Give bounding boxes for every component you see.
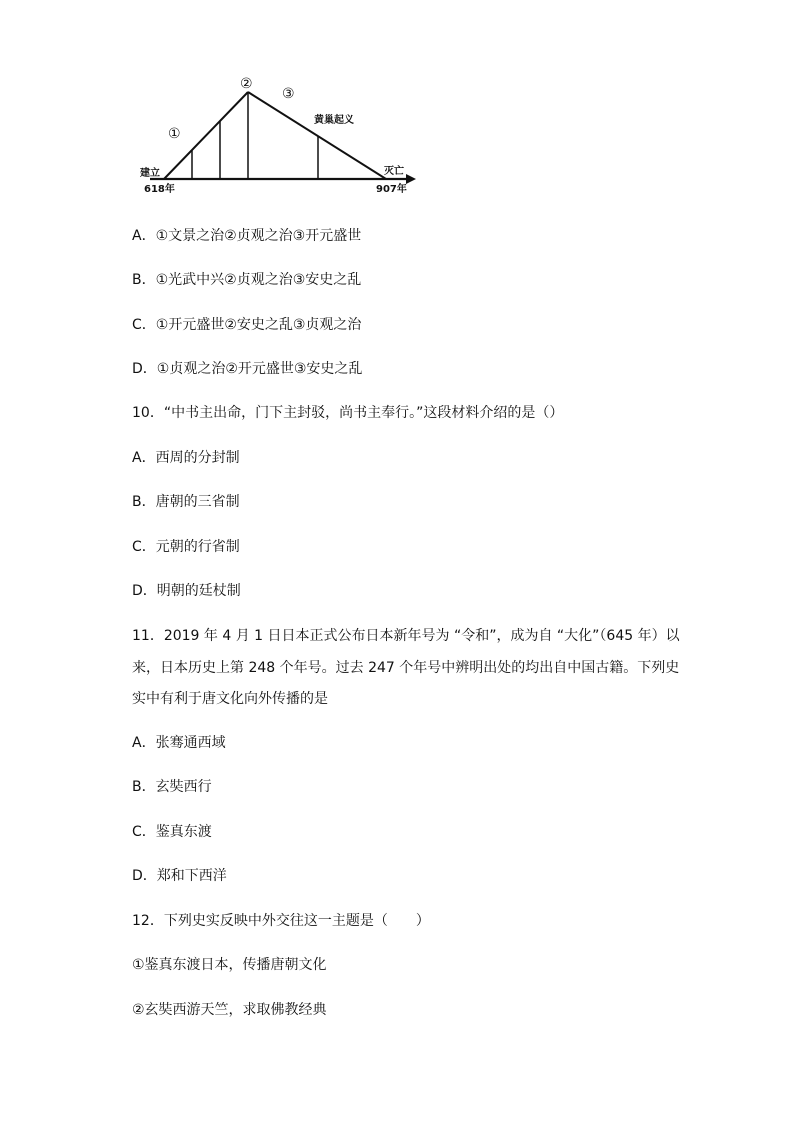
q9-option-d: D．①贞观之治②开元盛世③安史之乱 bbox=[132, 361, 363, 377]
timeline-arrow-icon bbox=[406, 174, 416, 184]
q10-option-a: A．西周的分封制 bbox=[132, 450, 240, 466]
label-rebellion: 黄巢起义 bbox=[314, 115, 354, 126]
label-founded-year: 618年 bbox=[144, 184, 175, 195]
tang-dynasty-diagram bbox=[136, 68, 426, 198]
q12-item-2: ②玄奘西游天竺，求取佛教经典 bbox=[132, 1002, 327, 1018]
q10-option-c: C．元朝的行省制 bbox=[132, 539, 240, 555]
q12-item-1: ①鉴真东渡日本，传播唐朝文化 bbox=[132, 957, 327, 973]
q11-option-c: C．鉴真东渡 bbox=[132, 824, 212, 840]
q9-option-b: B．①光武中兴②贞观之治③安史之乱 bbox=[132, 272, 362, 288]
marker-2: ② bbox=[240, 76, 253, 92]
q11-stem-line-1: 11．2019 年 4 月 1 日日本正式公布日本新年号为 “令和”，成为自 “大化”（645 年）以 bbox=[132, 628, 680, 644]
q11-option-d: D．郑和下西洋 bbox=[132, 868, 227, 884]
q10-stem: 10．“中书主出命，门下主封驳，尚书主奉行。”这段材料介绍的是（） bbox=[132, 405, 564, 421]
q11-option-b: B．玄奘西行 bbox=[132, 779, 212, 795]
label-fall: 灭亡 bbox=[384, 166, 404, 177]
q11-option-a: A．张骞通西域 bbox=[132, 735, 226, 751]
diagram-svg bbox=[136, 68, 426, 198]
label-founded: 建立 bbox=[140, 168, 160, 179]
label-fall-year: 907年 bbox=[376, 184, 407, 195]
marker-1: ① bbox=[168, 126, 181, 142]
q10-option-d: D．明朝的廷杖制 bbox=[132, 583, 241, 599]
q12-stem: 12．下列史实反映中外交往这一主题是（ ） bbox=[132, 913, 430, 929]
decline-line bbox=[248, 92, 386, 179]
q11-stem-line-2: 来，日本历史上第 248 个年号。过去 247 个年号中辨明出处的均出自中国古籍。下列史 bbox=[132, 660, 680, 676]
q9-option-a: A．①文景之治②贞观之治③开元盛世 bbox=[132, 228, 362, 244]
q9-option-c: C．①开元盛世②安史之乱③贞观之治 bbox=[132, 317, 362, 333]
q11-stem-line-3: 实中有利于唐文化向外传播的是 bbox=[132, 691, 328, 707]
q10-option-b: B．唐朝的三省制 bbox=[132, 494, 240, 510]
marker-3: ③ bbox=[282, 86, 295, 102]
